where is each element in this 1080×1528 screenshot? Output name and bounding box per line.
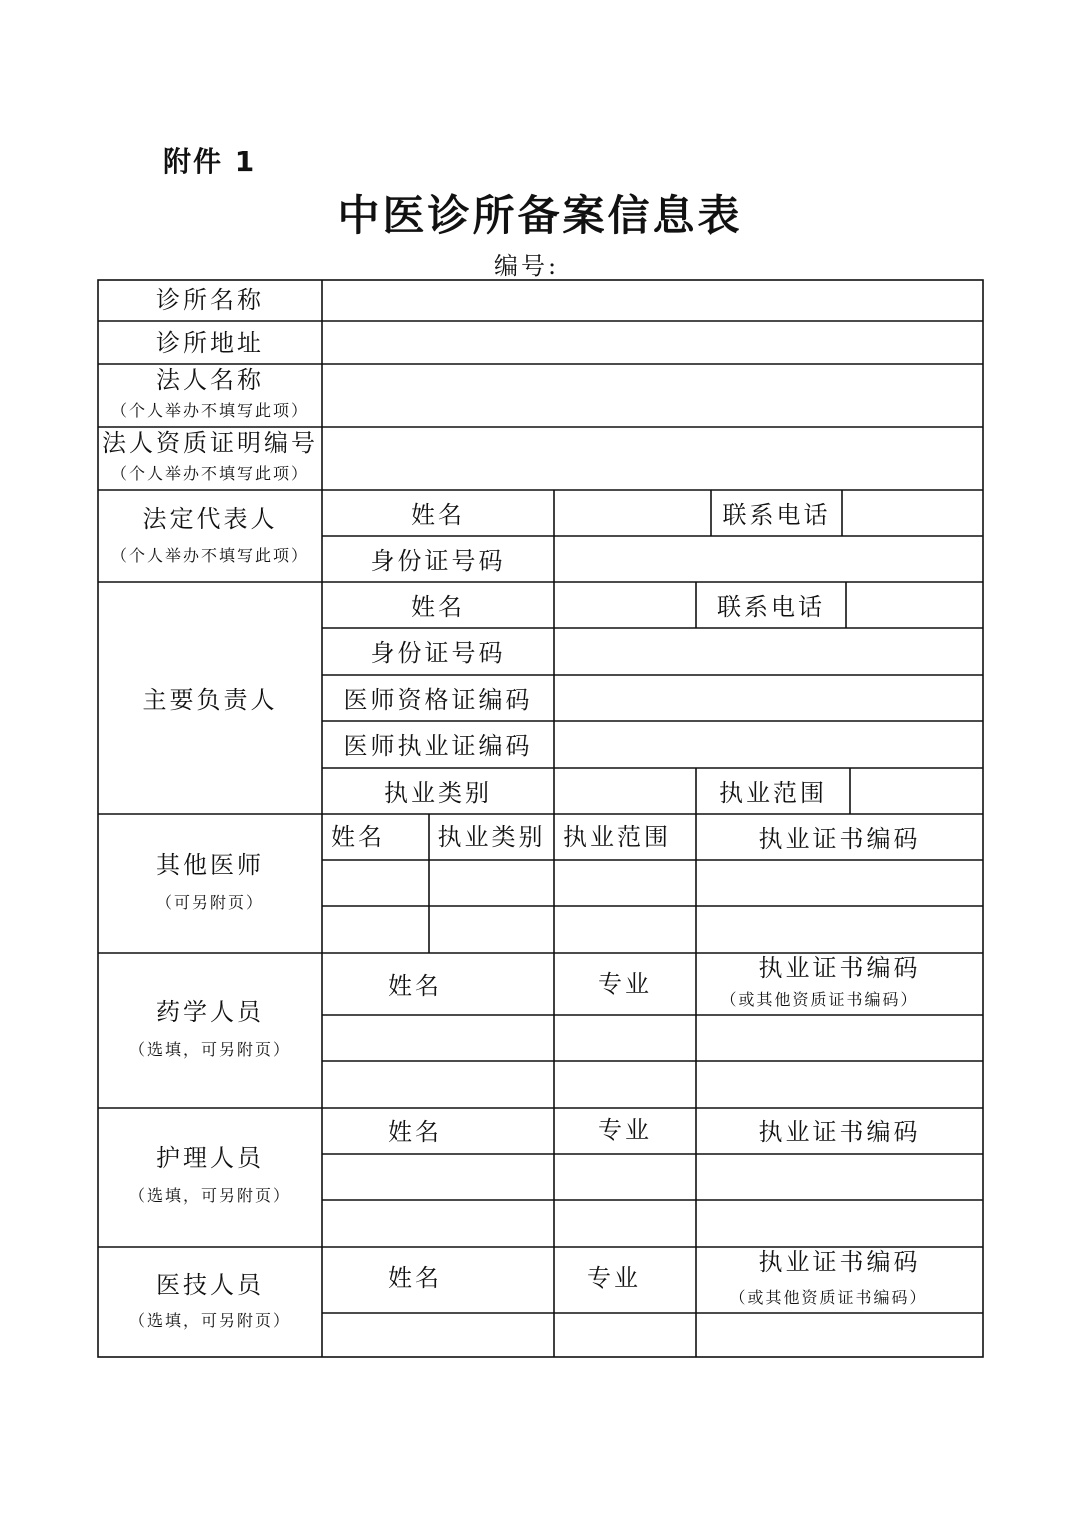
label-other-doctors: 其他医师 [156,851,264,879]
page-title: 中医诊所备案信息表 [337,191,743,240]
serial-number-label: 编号: [494,252,560,280]
doctors-category-header: 执业类别 [437,823,546,851]
label-legal-person-cert: 法人资质证明编号 [102,429,318,457]
doctors-scope-header: 执业范围 [563,823,671,851]
attachment-label: 附件 1 [163,145,257,178]
label-clinic-address: 诊所地址 [156,329,264,357]
doctors-name-header: 姓名 [331,823,385,851]
pharmacy-cert-note: （或其他资质证书编码） [720,990,919,1009]
principal-practice-cert-label: 医师执业证编码 [343,732,533,760]
legal-rep-phone-label: 联系电话 [722,501,831,529]
label-pharmacy-staff: 药学人员 [156,998,264,1026]
medtech-cert-header: 执业证书编码 [758,1248,921,1276]
label-principal: 主要负责人 [142,686,278,714]
note-legal-person-cert: （个人举办不填写此项） [110,464,309,483]
principal-qualification-label: 医师资格证编码 [343,686,533,714]
label-legal-person-name: 法人名称 [156,366,264,394]
nursing-specialty-header: 专业 [598,1116,652,1144]
principal-id-label: 身份证号码 [370,639,506,667]
pharmacy-name-header: 姓名 [388,972,442,1000]
doctors-cert-header: 执业证书编码 [758,825,921,853]
medtech-name-header: 姓名 [388,1264,442,1292]
principal-name-label: 姓名 [411,593,465,621]
nursing-cert-header: 执业证书编码 [758,1118,921,1146]
pharmacy-specialty-header: 专业 [598,970,652,998]
note-pharmacy-staff: （选填，可另附页） [128,1040,291,1059]
principal-phone-label: 联系电话 [717,593,825,621]
label-clinic-name: 诊所名称 [156,286,264,314]
note-legal-rep: （个人举办不填写此项） [110,546,309,565]
note-nursing-staff: （选填，可另附页） [128,1186,291,1205]
medtech-specialty-header: 专业 [587,1264,641,1292]
legal-rep-name-label: 姓名 [411,501,465,529]
nursing-name-header: 姓名 [388,1118,442,1146]
pharmacy-cert-header: 执业证书编码 [758,954,921,982]
label-med-tech-staff: 医技人员 [156,1271,264,1299]
label-nursing-staff: 护理人员 [156,1144,264,1172]
medtech-cert-note: （或其他资质证书编码） [729,1288,928,1307]
note-other-doctors: （可另附页） [155,893,264,912]
note-med-tech-staff: （选填，可另附页） [128,1311,291,1330]
principal-scope-label: 执业范围 [719,779,827,807]
label-legal-rep: 法定代表人 [142,505,278,533]
note-legal-person-name: （个人举办不填写此项） [110,401,309,420]
principal-category-label: 执业类别 [384,779,492,807]
legal-rep-id-label: 身份证号码 [370,547,506,575]
